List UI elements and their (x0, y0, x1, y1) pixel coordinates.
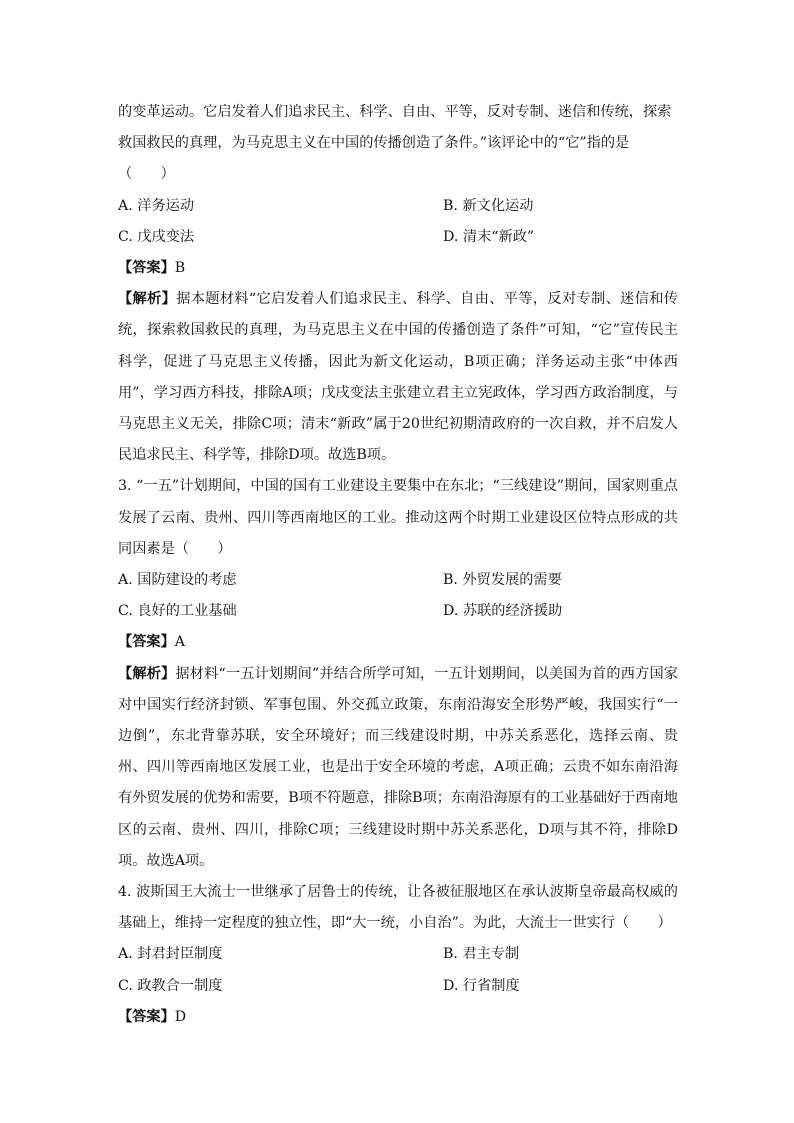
q3-options-row1 (118, 565, 678, 596)
q2-options-row1 (118, 191, 678, 222)
q2-answer-label: 【答案】 (118, 260, 175, 277)
q3-options-row2 (118, 596, 678, 627)
q3-answer (118, 627, 678, 658)
q2-stem-line2: 救国救民的真理，为马克思主义在中国的传播创造了条件。”该评论中的“它”指的是 (118, 135, 630, 152)
q3-option-b: B. 外贸发展的需要 (443, 572, 562, 589)
q3-analysis-label: 【解析】 (118, 665, 176, 682)
q3-answer-label: 【答案】 (118, 634, 175, 651)
q3-stem: 3. “一五”计划期间，中国的国有工业建设主要集中在东北；“三线建设”期间，国家则重点发展了云南、贵州、四川等西南地区的工业。推动这两个时期工业建设区位特点形成的共同因素是（ ） (118, 478, 678, 557)
q4-answer-label: 【答案】 (118, 1008, 175, 1025)
q2-answer (118, 253, 678, 284)
q3-answer-value: A (174, 634, 186, 651)
q4-option-a: A. 封君封臣制度 (118, 946, 223, 963)
q3-option-d: D. 苏联的经济援助 (443, 603, 563, 620)
q4-option-d: D. 行省制度 (443, 977, 520, 994)
q4-stem: 4. 波斯国王大流士一世继承了居鲁士的传统，让各被征服地区在承认波斯皇帝最高权威的基础上，维持一定程度的独立性，即“大一统，小自治”。为此，大流士一世实行（ ） (118, 884, 678, 932)
q4-options-row1 (118, 939, 678, 970)
q4-answer-value: D (174, 1008, 187, 1025)
q2-stem-line1: 的变革运动。它启发着人们追求民主、科学、自由、平等，反对专制、迷信和传统，探索 (118, 104, 672, 120)
q2-analysis-label: 【解析】 (118, 291, 177, 308)
q2-options-row2 (118, 222, 678, 253)
q2-paren: （ ） (118, 166, 175, 183)
q3-option-c: C. 良好的工业基础 (118, 603, 237, 620)
document-page (118, 97, 678, 1033)
q2-option-c: C. 戊戌变法 (118, 228, 195, 245)
q2-analysis-text: 据本题材料“它启发着人们追求民主、科学、自由、平等，反对专制、迷信和传统，探索救国救民的真理，为马克思主义在中国的传播创造了条件”可知，“它”宣传民主科学，促进了马克思主义传播，因此为新文化运动，B项正确；洋务运动主张“中体西用”，学习西方科技，排除A项；戊戌变法主张建立君主立宪政体，学习西方政治制度，与马克思主义无关，排除C项；清末“新政”属于20世纪初期清政府的一次自救，并不启发人民追求民主、科学等，排除D项。故选B项。 (118, 291, 678, 464)
q3-analysis-text: 据材料“一五计划期间”并结合所学可知，一五计划期间，以美国为首的西方国家对中国实行经济封锁、军事包围、外交孤立政策，东南沿海安全形势严峻，我国实行“一边倒”，东北背靠苏联，安全环境好；而三线建设时期，中苏关系恶化，选择云南、贵州、四川等西南地区发展工业，也是出于安全环境的考虑，A项正确；云贵不如东南沿海有外贸发展的优势和需要，B项不符题意，排除B项；东南沿海原有的工业基础好于西南地区的云南、贵州、四川，排除C项；三线建设时期中苏关系恶化，D项与其不符，排除D项。故选A项。 (118, 665, 678, 869)
q4-option-c: C. 政教合一制度 (118, 977, 223, 994)
q2-option-d: D. 清末“新政” (443, 228, 535, 245)
q2-option-b: B. 新文化运动 (443, 197, 534, 214)
q4-option-b: B. 君主专制 (443, 946, 520, 963)
q4-options-row2 (118, 971, 678, 1002)
q3-option-a: A. 国防建设的考虑 (118, 572, 237, 589)
q2-option-a: A. 洋务运动 (118, 197, 195, 214)
q2-answer-value: B (174, 260, 186, 277)
q2-analysis (118, 284, 678, 471)
q4-answer (118, 1002, 678, 1033)
q3-analysis (118, 659, 678, 877)
